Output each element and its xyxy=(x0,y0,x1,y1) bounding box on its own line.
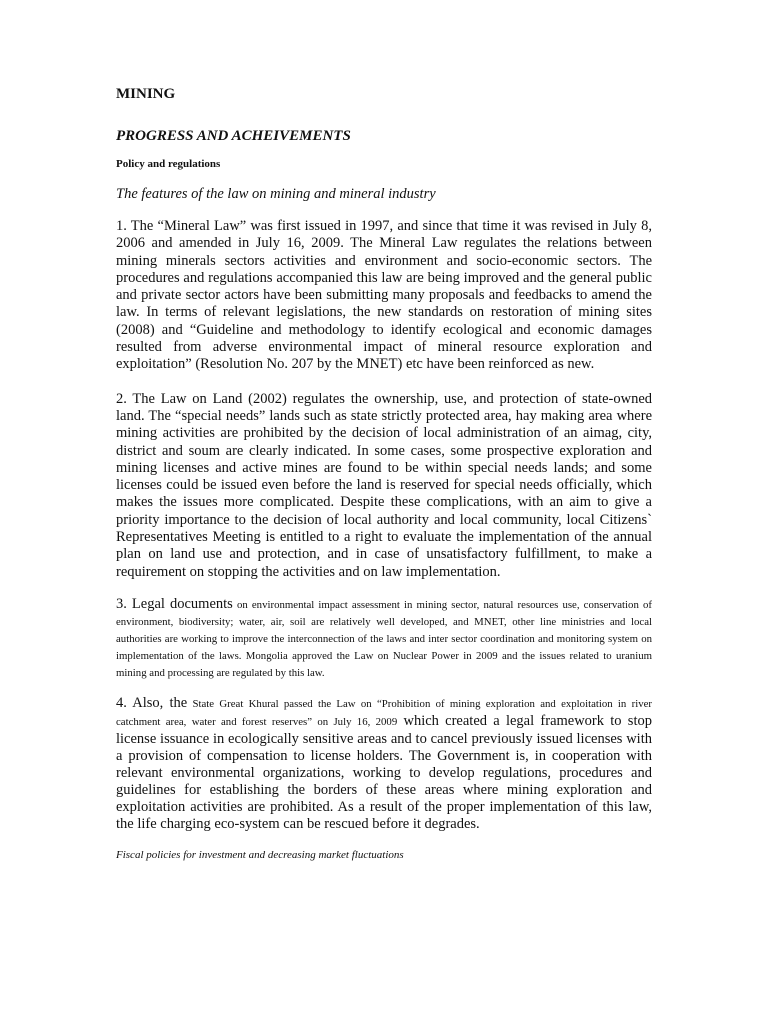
paragraph-law-on-land: 2. The Law on Land (2002) regulates the ownership, use, and protection of state-owned land. The “special needs” lands such as state strictly protected area, hay making area where mining activities are prohibited by the decision of local administration of an aimag, city, district and soum are clearly indicated. In some cases, some prospective exploration and mining licenses and active mines are found to be within special needs lands; and some licenses could be issued even before the land is reserved for special needs officially, which makes the issues more complicated. Despite these complications, with an aim to give a priority importance to the decision of local authority and local community, local Citizens` Representatives Meeting is entitled to a right to evaluate the implementation of the annual plan on land use and protection, and in case of unsatisfactory fulfillment, to make a requirement on stopping the activities and on law implementation. xyxy=(116,390,652,580)
paragraph-lead: 3. Legal documents xyxy=(116,595,233,612)
paragraph-lead: 4. Also, the xyxy=(116,694,188,711)
topic-heading: The features of the law on mining and mineral industry xyxy=(116,186,436,202)
paragraph-legal-documents xyxy=(116,596,652,681)
paragraph-mineral-law: 1. The “Mineral Law” was first issued in 1997, and since that time it was revised in July 8, 2006 and amended in July 16, 2009. The Mineral Law regulates the relations between mining minerals sectors activities and environment and socio-economic sectors. The procedures and regulations accompanied this law are being improved and the general public and private sector actors have been submitting many proposals and feedbacks to amend the law. In terms of relevant legislations, the new standards on restoration of mining sites (2008) and “Guideline and methodology to identify ecological and economic damages resulted from adverse environmental impact of mineral resource exploration and exploitation” (Resolution No. 207 by the MNET) etc have been reinforced as new. xyxy=(116,218,652,373)
paragraph-small-text: State Great Khural passed the Law on “Prohibition of mining exploration and exploitation in river catchment area, water and forest reserves” on July 16, 2009 xyxy=(116,697,652,728)
next-section-heading: Fiscal policies for investment and decreasing market fluctuations xyxy=(116,848,404,861)
paragraph-prohibition-law xyxy=(116,695,652,833)
paragraph-body: on environmental impact assessment in mining sector, natural resources use, conservation of environment, biodiversity; water, air, soil are relatively well developed, and MNET, other line ministries and local authorities are working to improve the interconnection of the laws and inter sector coordination and monitoring system on implementation of the laws. Mongolia approved the Law on Nuclear Power in 2009 and the issues related to uranium mining and processing are regulated by this law. xyxy=(116,598,652,679)
section-heading: PROGRESS AND ACHEIVEMENTS xyxy=(116,128,351,144)
paragraph-body: which created a legal framework to stop license issuance in ecologically sensitive areas and to cancel previously issued licenses with a provision of compensation to license holders. The Government is, in cooperation with relevant environmental organizations, working to develop regulations, procedures and guidelines for establishing the borders of these areas where mining exploration and exploitation activities are prohibited. As a result of the proper implementation of this law, the life charging eco-system can be rescued before it degrades. xyxy=(116,712,652,832)
document-page xyxy=(116,84,652,863)
document-title: MINING xyxy=(116,86,176,102)
subsection-heading: Policy and regulations xyxy=(116,158,221,170)
